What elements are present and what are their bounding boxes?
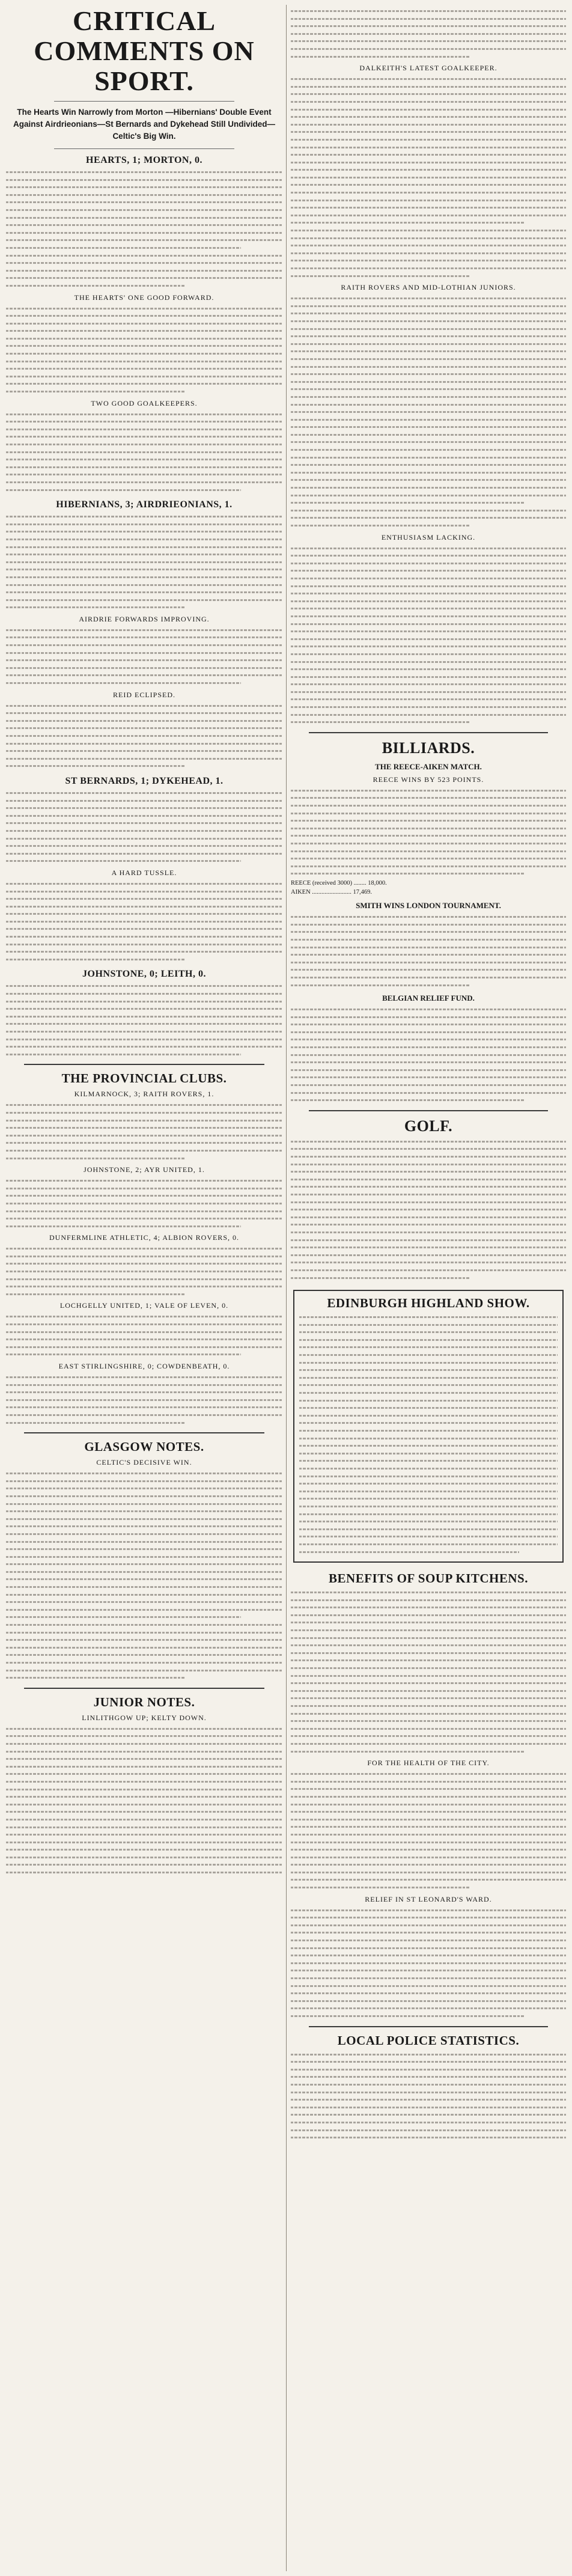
health-subheading: FOR THE HEALTH OF THE CITY. <box>367 1759 490 1768</box>
divider <box>309 732 548 733</box>
article-body <box>299 1313 558 1555</box>
stbernards-subheading: A HARD TUSSLE. <box>111 868 177 877</box>
belgian-relief-heading: BELGIAN RELIEF FUND. <box>382 993 475 1003</box>
soup-kitchens-heading: BENEFITS OF SOUP KITCHENS. <box>329 1571 528 1586</box>
article-body <box>6 1725 282 1876</box>
junior-notes-heading: JUNIOR NOTES. <box>93 1694 195 1709</box>
article-body <box>6 1470 282 1682</box>
article-body <box>6 626 282 687</box>
article-body <box>291 7 566 60</box>
divider <box>54 148 234 149</box>
column-rule <box>286 5 287 2571</box>
left-column <box>6 5 282 2571</box>
junior-subheading: LINLITHGOW UP; KELTY DOWN. <box>82 1713 207 1722</box>
article-body <box>291 1589 566 1755</box>
police-statistics-heading: LOCAL POLICE STATISTICS. <box>337 2033 520 2048</box>
hearts-subheading: THE HEARTS' ONE GOOD FORWARD. <box>74 293 214 302</box>
smith-tournament-heading: SMITH WINS LONDON TOURNAMENT. <box>356 901 501 911</box>
billiards-match-subheading: REECE WINS BY 523 POINTS. <box>373 775 484 784</box>
billiards-match-heading: THE REECE-AIKEN MATCH. <box>375 762 482 771</box>
divider <box>54 101 234 102</box>
article-body <box>6 880 282 963</box>
article-body <box>6 1101 282 1162</box>
provincial-clubs-heading: THE PROVINCIAL CLUBS. <box>61 1071 227 1086</box>
article-body <box>291 787 566 877</box>
dalkeith-subheading: DALKEITH'S LATEST GOALKEEPER. <box>359 64 497 73</box>
article-body <box>6 789 282 865</box>
deck-summary: The Hearts Win Narrowly from Morton —Hibernians' Double Event Against Airdrieonians—St Bernards and Dykehead Still Undivided—Celtic's Big Win. <box>13 108 276 141</box>
article-body <box>291 1006 566 1104</box>
raith-subheading: RAITH ROVERS AND MID-LOTHIAN JUNIORS. <box>341 283 516 292</box>
highland-show-box <box>293 1290 564 1563</box>
glasgow-subheading: CELTIC'S DECISIVE WIN. <box>96 1458 192 1467</box>
provincial-match-heading: KILMARNOCK, 3; RAITH ROVERS, 1. <box>74 1090 214 1099</box>
billiards-heading: BILLIARDS. <box>382 739 475 757</box>
hearts-subheading: TWO GOOD GOALKEEPERS. <box>91 398 198 407</box>
divider <box>24 1064 264 1065</box>
article-body <box>6 168 282 290</box>
article-body <box>6 1313 282 1358</box>
masthead-title: CRITICAL COMMENTS ON SPORT. <box>34 5 255 96</box>
highland-show-heading: EDINBURGH HIGHLAND SHOW. <box>327 1296 530 1311</box>
stbernards-dykehead-heading: ST BERNARDS, 1; DYKEHEAD, 1. <box>65 775 224 786</box>
hibs-subheading: AIRDRIE FORWARDS IMPROVING. <box>79 614 210 623</box>
hibs-airdrie-heading: HIBERNIANS, 3; AIRDRIEONIANS, 1. <box>56 499 233 510</box>
hibs-subheading: REID ECLIPSED. <box>113 690 175 699</box>
article-body <box>291 1906 566 2020</box>
article-body <box>291 2051 566 2141</box>
article-body <box>291 1138 566 1281</box>
enthusiasm-subheading: ENTHUSIASM LACKING. <box>381 533 476 542</box>
article-body <box>291 1770 566 1891</box>
article-body <box>6 1373 282 1426</box>
johnstone-leith-heading: JOHNSTONE, 0; LEITH, 0. <box>82 969 206 980</box>
article-body <box>6 305 282 395</box>
glasgow-notes-heading: GLASGOW NOTES. <box>84 1439 204 1454</box>
relief-subheading: RELIEF IN ST LEONARD'S WARD. <box>365 1894 492 1903</box>
article-body <box>6 411 282 494</box>
article-body <box>291 295 566 529</box>
golf-heading: GOLF. <box>404 1117 453 1135</box>
article-body <box>291 75 566 279</box>
provincial-match-heading: JOHNSTONE, 2; AYR UNITED, 1. <box>84 1165 205 1174</box>
right-column <box>291 5 566 2571</box>
divider <box>309 2026 548 2027</box>
score-line: REECE (received 3000) ........ 18,000. <box>291 879 387 887</box>
billiards-scores <box>291 880 566 896</box>
provincial-match-heading: EAST STIRLINGSHIRE, 0; COWDENBEATH, 0. <box>58 1362 230 1370</box>
provincial-match-heading: DUNFERMLINE ATHLETIC, 4; ALBION ROVERS, 0. <box>49 1233 239 1242</box>
divider <box>24 1688 264 1689</box>
article-body <box>6 1245 282 1298</box>
article-body <box>6 513 282 611</box>
score-line: AIKEN ......................... 17,469. <box>291 888 373 896</box>
article-body <box>6 702 282 770</box>
hearts-morton-heading: HEARTS, 1; MORTON, 0. <box>86 155 202 165</box>
article-body <box>6 1177 282 1230</box>
article-body <box>6 982 282 1058</box>
divider <box>24 1432 264 1433</box>
divider <box>309 1110 548 1111</box>
article-body <box>291 545 566 726</box>
provincial-match-heading: LOCHGELLY UNITED, 1; VALE OF LEVEN, 0. <box>59 1301 229 1310</box>
article-body <box>291 913 566 989</box>
